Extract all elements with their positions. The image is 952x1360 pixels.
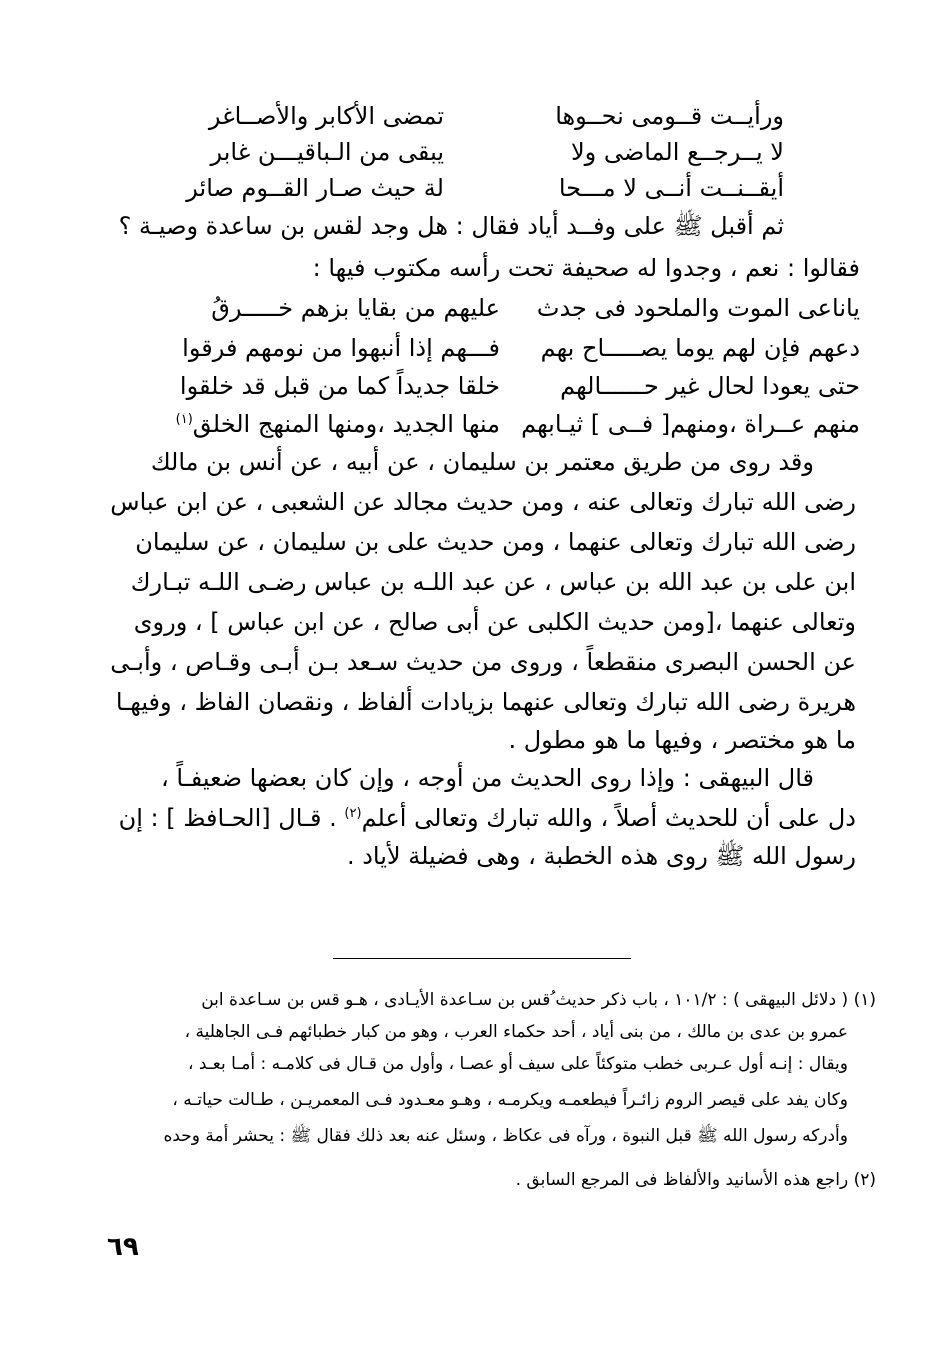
footnote-ref-1: (١) [175,412,193,427]
narrative-line-2: فقالوا : نعم ، وجدوا له صحيفة تحت رأسه مكتوب فيها : [312,254,860,282]
poem1-hemistich-left: تمضى الأكابر والأصــاغر [208,102,444,130]
footnote-line-3: ويقال : إنـه أول عـربى خطب متوكئاً على سيف أو عصـا ، وأول من قـال فى كلامـه : أمـا بعـد ، [187,1054,848,1074]
poem2-verse-1 [211,290,860,326]
narrative-line-1: ثم أقبل ﷺ على وفــد أياد فقال : هل وجد لقس بن ساعدة وصيـة ؟ [118,212,784,240]
paragraph1-line-2: رضى الله تبارك وتعالى عنه ، ومن حديث مجالد عن الشعبى ، عن ابن عباس [110,488,856,516]
footnote-ref-2: (٢) [344,806,362,821]
paragraph1-line-7: هريرة رضى الله تبارك وتعالى عنهما بزيادات ألفاظ ، ونقصان الفاظ ، وفيهـا [115,688,856,716]
paragraph1-line-5: وتعالى عنهما ،[ومن حديث الكلبى عن أبى صالح ، عن ابن عباس ] ، وروى [133,608,856,636]
paragraph1-line-1: وقد روى من طريق معتمر بن سليمان ، عن أبيه ، عن أنس بن مالك [150,448,814,476]
poem2-verse-4-left-text: منها الجديد ،ومنها المنهج الخلق [192,410,500,438]
poem2-hemistich-right: دعهم فإن لهم يوما يصـــــاح بهم [540,334,860,362]
paragraph1-line-6: عن الحسن البصرى منقطعاً ، وروى من حديث سـعد بـن أبـى وقـاص ، وأبـى [110,648,856,676]
paragraph1-line-3: رضى الله تبارك وتعالى عنهما ، ومن حديث على بن سليمان ، عن سليمان [135,528,856,556]
poem2-hemistich-right: ياناعى الموت والملحود فى جدث [536,294,860,322]
paragraph2-line-2 [119,800,856,836]
poem1-hemistich-right: لا يــرجــع الماضى ولا [570,138,784,166]
paragraph2-line-1: قال البيهقى : وإذا روى الحديث من أوجه ، وإن كان بعضها ضعيفـاً ، [160,764,814,792]
poem1-hemistich-left: يبقى من الـباقيـــن غابر [210,138,444,166]
footnote-line-4: وكان يفد على قيصر الروم زائـراً فيطعمـه ويكرمـه ، وهـو معـدود فـى المعمريـن ، طـالت حياتـه ، [172,1090,848,1110]
poem2-hemistich-right: منهم عــراة ،ومنهم[ فــى ] ثيـابهم [521,410,860,438]
paragraph2-line-2-text-b: . قـال [الحـافظ ] : إن [118,804,345,832]
poem2-hemistich-left [176,406,500,442]
poem1-hemistich-right: ورأيــت قــومى نحــوها [555,102,784,130]
paragraph1-line-4: ابن على بن عبد الله بن عباس ، عن عبد اللـه بن عباس رضـى اللـه تبـارك [130,568,856,596]
poem2-hemistich-right: حتى يعودا لحال غير حــــــالهم [560,372,860,400]
poem2-verse-4 [176,406,860,442]
footnote-line-5: وأدركه رسول الله ﷺ قبل النبوة ، ورآه فى عكاظ ، وسئل عنه بعد ذلك فقال ﷺ : يحشر أمة وحده [163,1126,848,1146]
poem2-hemistich-left: فـــهم إذا أنبهوا من نومهم فرقوا [182,334,500,362]
page-number: ٦٩ [107,1232,139,1262]
footnote-line-1: (١) ( دلائل البيهقى ) : ١٠١/٢ ، باب ذكر حديث ُقس بن سـاعدة الأيـادى ، هـو قس بن سـاعدة ابن [201,990,876,1010]
footnote-line-6: (٢) راجع هذه الأسانيد والألفاظ فى المرجع السابق . [515,1170,876,1190]
poem2-hemistich-left: عليهم من بقايا بزهم خـــــرقُ [211,294,500,322]
poem1-verse-1 [209,98,784,134]
poem1-verse-2 [210,134,784,170]
footnote-line-2: عمرو بن عدى بن مالك ، من بنى أياد ، أحد حكماء العرب ، وهو من كبار خطبائهم فـى الجاهلية ، [184,1022,848,1042]
poem1-verse-3 [186,170,784,206]
poem1-hemistich-left: لة حيث صـار القــوم صائر [186,174,444,202]
paragraph1-line-8: ما هو مختصر ، وفيها ما هو مطول . [508,726,856,754]
poem2-hemistich-left: خلقا جديداً كما من قبل قد خلقوا [179,372,500,400]
footnote-separator [333,958,631,959]
poem2-verse-3 [180,368,860,404]
poem2-verse-2 [182,330,860,366]
paragraph2-line-2-text-a: دل على أن للحديث أصلاً ، والله تبارك وتعالى أعلم [361,804,856,832]
paragraph2-line-3: رسول الله ﷺ روى هذه الخطبة ، وهى فضيلة لأياد . [346,842,856,870]
poem1-hemistich-right: أيقــنــت أنــى لا مـــحا [558,174,784,202]
